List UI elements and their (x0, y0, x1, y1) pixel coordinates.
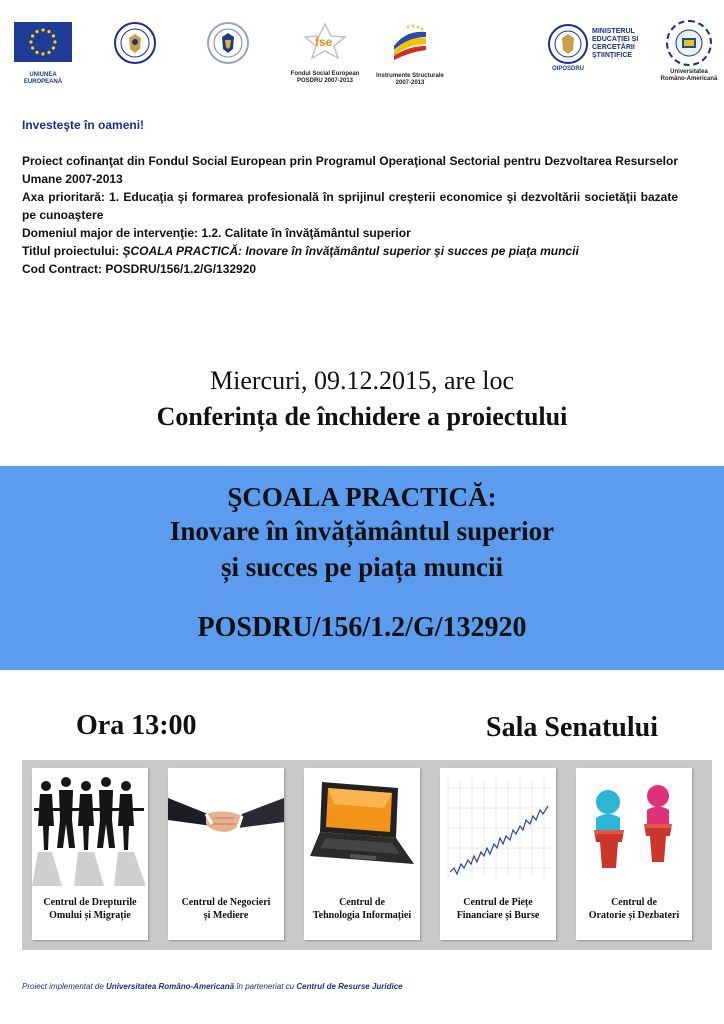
coat-of-arms-icon (207, 22, 249, 64)
logo-fse (286, 22, 364, 85)
ministry-line-3: CERCETĂRII (592, 44, 635, 51)
univ-line-1: Universitatea (670, 69, 708, 75)
stock-chart-icon (440, 768, 556, 888)
logo-instrumente-structurale (374, 22, 446, 87)
is-caption-1: Instrumente Structurale (376, 73, 444, 79)
footer-university: Universitatea Româno-Americană (106, 982, 235, 991)
logo-eu (12, 22, 74, 86)
project-priority-axis: Axa prioritară: 1. Educaţia şi formarea profesională în sprijinul creşterii economice şi dezvoltării societăţii bazate pe cunoaştere (22, 190, 678, 222)
band-subtitle-1: Inovare în învățământul superior (169, 516, 555, 546)
project-cofinancing: Proiect cofinanţat din Fondul Social European prin Programul Operaţional Sectorial pentru Dezvoltarea Resurselor Umane 2007-2013 (22, 154, 678, 186)
center-line-2: Oratorie și Dezbateri (588, 910, 680, 921)
footer-part-1: Proiect implementat de (22, 982, 107, 991)
event-date: Miercuri, 09.12.2015, are loc (210, 366, 514, 395)
event-time: Ora 13:00 (76, 710, 197, 741)
laptop-icon (304, 768, 420, 888)
is-caption-2: 2007-2013 (395, 80, 425, 86)
eu-flag-icon (14, 22, 72, 62)
fse-mark: fse (315, 35, 333, 49)
center-line-2: și Mediere (203, 910, 249, 921)
footer-part-2: în parteneriat cu (234, 982, 297, 991)
center-line-1: Centrul de Drepturile (43, 897, 137, 908)
ministry-seal-icon (548, 24, 588, 64)
fse-star-icon (300, 22, 350, 60)
eu-caption: UNIUNEA EUROPEANĂ (23, 72, 63, 85)
center-line-2: Omului și Migrație (49, 910, 131, 921)
logo-university (656, 20, 722, 83)
debate-podiums-icon (576, 768, 692, 888)
center-card-negotiation (168, 768, 284, 940)
band-contract-code: POSDRU/156/1.2/G/132920 (197, 612, 527, 643)
band-subtitle-2: și succes pe piața muncii (220, 552, 503, 582)
center-line-1: Centrul de (611, 897, 657, 908)
ministry-line-2: EDUCAȚIEI ȘI (592, 36, 639, 43)
event-room: Sala Senatului (486, 712, 658, 743)
center-caption (168, 896, 284, 922)
structural-instruments-icon (386, 22, 434, 62)
handshake-icon (168, 768, 284, 888)
center-card-human-rights (32, 768, 148, 940)
university-seal-icon (666, 20, 712, 66)
center-caption (576, 896, 692, 922)
center-card-financial (440, 768, 556, 940)
band-title: ŞCOALA PRACTICĂ: (227, 482, 497, 512)
logo-guvernul-2 (206, 22, 250, 64)
footer-implementation (22, 982, 403, 991)
project-intervention-domain: Domeniul major de intervenţie: 1.2. Calitate în învăţământul superior (22, 226, 411, 240)
logo-guvernul-1 (113, 22, 157, 64)
oiposdru-caption: OIPOSDRU (551, 66, 584, 72)
project-title-label: Titlul proiectului: (22, 244, 123, 258)
univ-line-2: Româno-Americană (660, 76, 718, 82)
footer-partner: Centrul de Resurse Juridice (296, 982, 403, 991)
people-chain-icon (32, 768, 148, 888)
conference-title: Conferința de închidere a proiectului (156, 402, 568, 431)
center-line-1: Centrul de Piețe (463, 897, 533, 908)
fse-caption-2: POSDRU 2007-2013 (296, 78, 354, 84)
centers-strip (22, 760, 712, 950)
highlight-band (0, 466, 724, 670)
fse-caption-1: Fondul Social European (290, 71, 360, 77)
center-line-1: Centrul de (339, 897, 385, 908)
center-caption (32, 896, 148, 922)
government-seal-icon (114, 22, 156, 64)
center-card-oratory (576, 768, 692, 940)
center-card-it (304, 768, 420, 940)
project-info (22, 152, 678, 278)
project-title-value: ŞCOALA PRACTICĂ: Inovare în învăţământul superior şi succes pe piaţa muncii (122, 244, 579, 258)
center-line-2: Financiare și Burse (456, 910, 540, 921)
ministry-line-4: ȘTIINȚIFICE (592, 52, 633, 59)
center-caption (304, 896, 420, 922)
project-title-line (22, 242, 678, 260)
project-contract: Cod Contract: POSDRU/156/1.2/G/132920 (22, 262, 257, 276)
center-caption (440, 896, 556, 922)
slogan: Investeşte în oameni! (22, 118, 145, 132)
center-line-2: Tehnologia Informației (312, 910, 412, 921)
ministry-line-1: MINISTERUL (592, 28, 635, 35)
center-line-1: Centrul de Negocieri (181, 897, 271, 908)
